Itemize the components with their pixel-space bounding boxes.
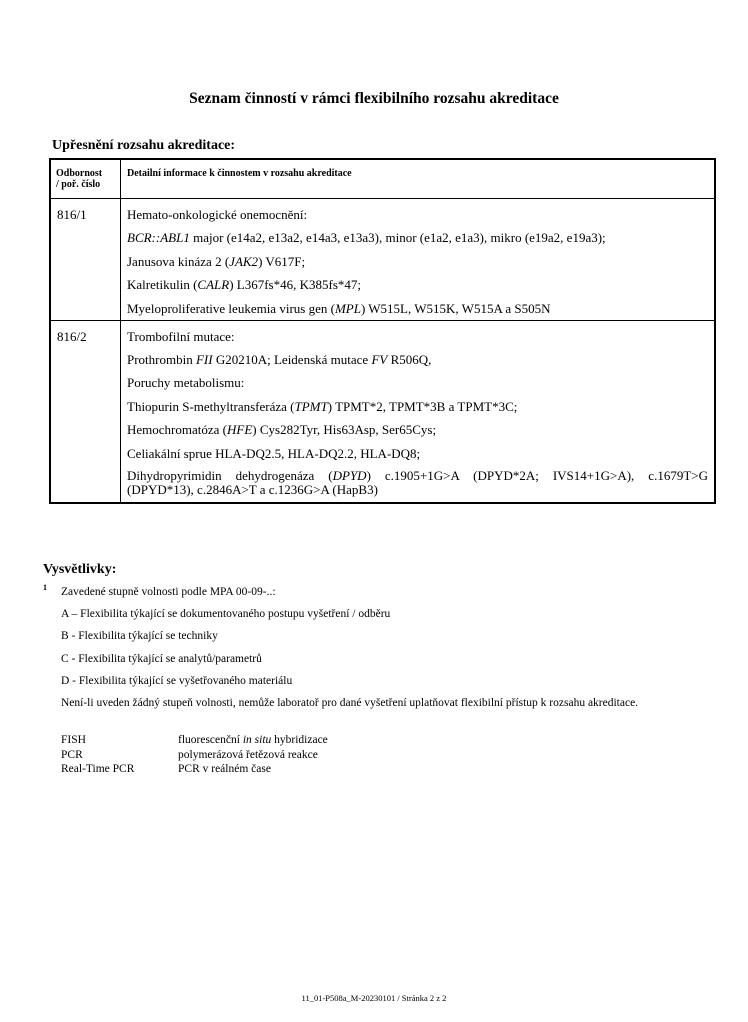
text-run: Thiopurin S-methyltransferáza ( (127, 398, 295, 414)
italic-term: HFE (226, 422, 253, 438)
note-item (61, 586, 638, 599)
text-run: fluorescenční (178, 734, 243, 746)
text-run: PCR v reálném čase (178, 763, 271, 775)
italic-term: DPYD (332, 467, 367, 483)
note-item (61, 697, 638, 710)
table-header-row (50, 159, 715, 199)
abbreviation-key: Real-Time PCR (61, 763, 135, 775)
note-item (61, 653, 638, 666)
abbreviation-row (61, 762, 328, 777)
page-footer: 11_01-P508a_M-20230101 / Stránka 2 z 2 (301, 993, 447, 1003)
footnote-marker: 1 (43, 583, 47, 592)
text-run: Celiakální sprue HLA-DQ2.5, HLA-DQ2.2, HLA-DQ8; (127, 445, 421, 461)
detail-line (127, 277, 708, 292)
detail-line (127, 375, 708, 390)
text-run: D - Flexibilita týkající se vyšetřovaného materiálu (61, 674, 293, 687)
text-run: Janusova kináza 2 ( (127, 253, 230, 269)
abbreviation-value (178, 748, 318, 763)
text-run: Myeloproliferative leukemia virus gen ( (127, 300, 335, 316)
accreditation-table (49, 158, 716, 504)
abbreviation-row (61, 733, 328, 748)
note-item (61, 608, 638, 621)
text-run: A – Flexibilita týkající se dokumentovaného postupu vyšetření / odběru (61, 608, 391, 621)
italic-term: TPMT (294, 398, 328, 414)
italic-term: JAK2 (229, 253, 259, 269)
italic-term: in situ (242, 734, 272, 746)
italic-term: CALR (197, 277, 230, 293)
text-run: Prothrombin (127, 351, 196, 367)
detail-line (127, 399, 708, 414)
text-run: Hemato-onkologické onemocnění: (127, 207, 308, 222)
text-run: ) TPMT*2, TPMT*3B a TPMT*3C; (327, 398, 518, 414)
section-subtitle: Upřesnění rozsahu akreditace: (52, 138, 236, 153)
header-col-number (50, 159, 121, 199)
note-item (61, 630, 638, 643)
text-run: hybridizace (271, 734, 328, 746)
header-col-details: Detailní informace k činnostem v rozsahu akreditace (121, 159, 716, 199)
row-details (121, 199, 716, 321)
text-run: polymerázová řetězová reakce (178, 748, 318, 761)
text-run: C - Flexibilita týkající se analytů/parametrů (61, 652, 262, 665)
notes-title: Vysvětlivky: (43, 562, 117, 577)
detail-line (127, 446, 708, 461)
text-run: ) c.1905+1G>A (DPYD*2A; IVS14+1G>A), c.1679T>G (DPYD*13), c.2846A>T a c.1236G>A (HapB3) (127, 467, 708, 498)
text-run: Poruchy metabolismu: (127, 375, 245, 391)
row-number: 816/1 (50, 199, 121, 321)
text-run: Dihydropyrimidin dehydrogenáza ( (127, 467, 333, 483)
text-run: G20210A; Leidenská mutace (212, 351, 372, 367)
note-item (61, 675, 638, 688)
text-run: ) V617F; (258, 253, 306, 269)
table-row (50, 199, 715, 321)
page-title: Seznam činností v rámci flexibilního rozsahu akreditace (189, 90, 559, 107)
detail-line (127, 207, 708, 222)
abbreviation-key: PCR (61, 748, 83, 761)
abbreviation-row (61, 748, 328, 763)
text-run: Trombofilní mutace: (127, 328, 235, 344)
text-run: major (e14a2, e13a2, e14a3, e13a3), minor (e1a2, e1a3), mikro (e19a2, e19a3); (189, 230, 606, 246)
text-run: Není-li uveden žádný stupeň volnosti, nemůže laboratoř pro dané vyšetření uplatňovat flexibilní přístup k rozsahu akreditace. (61, 696, 639, 709)
text-run: ) Cys282Tyr, His63Asp, Ser65Cys; (252, 422, 437, 438)
notes-list (61, 586, 638, 719)
detail-line (127, 422, 708, 437)
header-col-number-line1: Odbornost (56, 168, 103, 179)
row-details (121, 320, 716, 503)
header-col-number-line2: / poř. číslo (56, 179, 101, 190)
italic-term: FII (195, 351, 213, 367)
text-run: ) L367fs*46, K385fs*47; (229, 277, 361, 293)
detail-line (127, 230, 708, 245)
italic-term: MPL (334, 300, 361, 316)
abbreviation-value (178, 733, 328, 748)
text-run: Hemochromatóza ( (127, 422, 227, 438)
abbreviations-list (61, 733, 328, 777)
text-run: B - Flexibilita týkající se techniky (61, 630, 218, 643)
detail-line (127, 301, 708, 316)
abbreviation-value (178, 762, 271, 777)
text-run: Zavedené stupně volnosti podle MPA 00-09-..: (61, 586, 276, 598)
row-number: 816/2 (50, 320, 121, 503)
abbreviation-key: FISH (61, 734, 86, 746)
detail-line (127, 469, 708, 498)
italic-term: BCR::ABL1 (127, 230, 190, 246)
table-row (50, 320, 715, 503)
detail-line (127, 329, 708, 344)
text-run: R506Q, (387, 351, 432, 367)
italic-term: FV (371, 351, 388, 367)
detail-line (127, 254, 708, 269)
text-run: Kalretikulin ( (127, 277, 198, 293)
detail-line (127, 352, 708, 367)
text-run: ) W515L, W515K, W515A a S505N (360, 300, 551, 316)
